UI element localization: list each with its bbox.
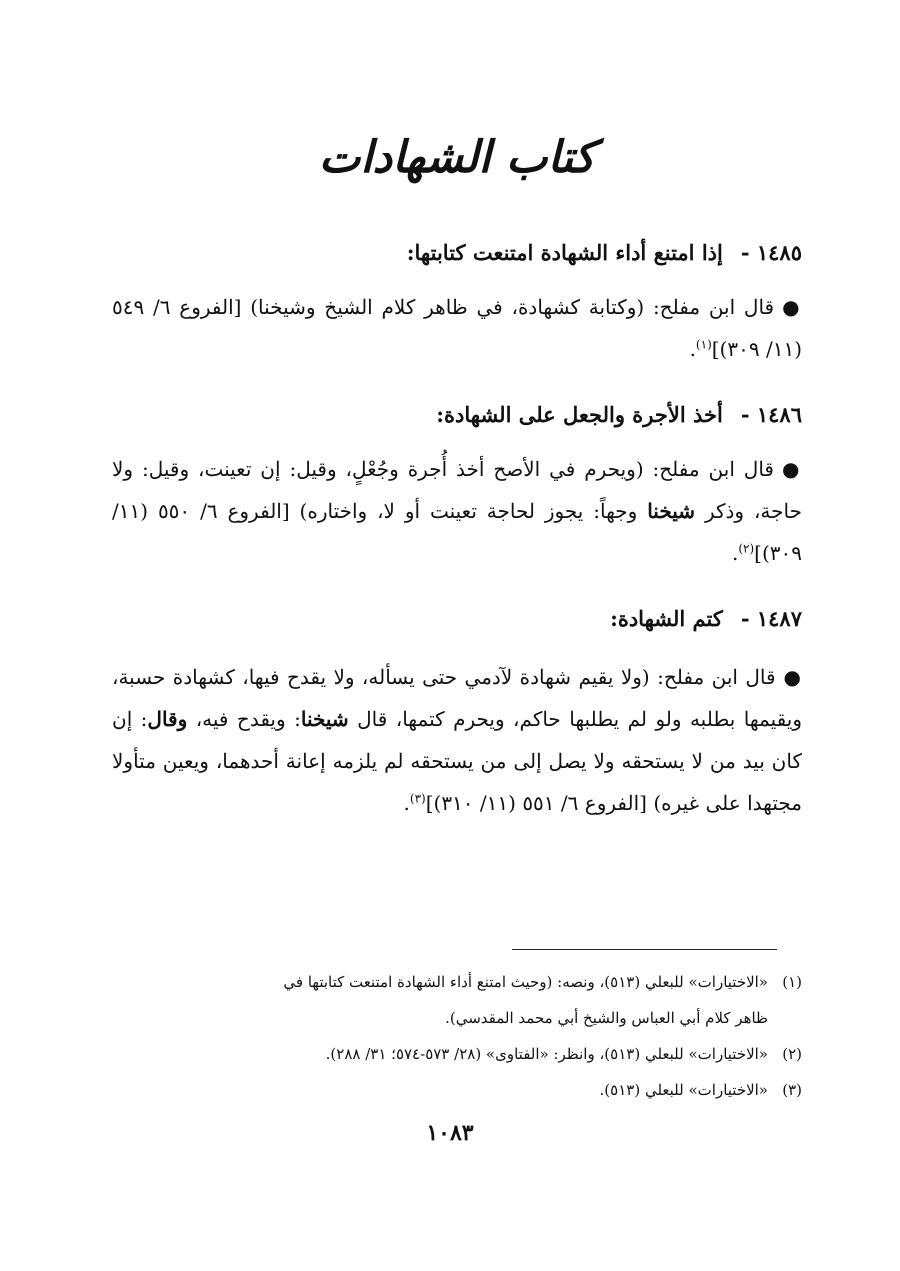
entry-text-end: . — [689, 337, 696, 361]
chapter-title: كتاب الشهادات — [318, 132, 596, 183]
footnote-item-continuation — [112, 1000, 802, 1036]
bullet-icon: ● — [782, 295, 802, 319]
entry-title: أخذ الأجرة والجعل على الشهادة: — [436, 402, 723, 427]
entry-heading-1487 — [112, 602, 802, 636]
entry-body-1485 — [112, 286, 802, 370]
footnote-text: «الاختيارات» للبعلي (٥١٣)، وانظر: «الفتاوى» (٢٨/ ٥٧٣-٥٧٤؛ ٣١/ ٢٨٨). — [325, 1045, 768, 1063]
entry-heading-1485 — [112, 236, 802, 270]
entry-title: إذا امتنع أداء الشهادة امتنعت كتابتها: — [406, 240, 723, 265]
footnote-ref[interactable]: (١) — [695, 337, 712, 352]
footnote-item — [112, 1072, 802, 1108]
entry-text-end: . — [403, 791, 410, 815]
entry-text: : ويقدح فيه، — [187, 707, 301, 731]
footnote-number: (٢) — [782, 1045, 802, 1063]
entry-number: ١٤٨٧ - — [740, 606, 802, 631]
entry-title: كتم الشهادة: — [610, 606, 723, 631]
entry-number: ١٤٨٥ - — [740, 240, 802, 265]
footnote-text: ظاهر كلام أبي العباس والشيخ أبي محمد المقدسي). — [445, 1009, 768, 1027]
footnote-item — [112, 964, 802, 1000]
footnote-item — [112, 1036, 802, 1072]
entry-text-end: . — [731, 541, 739, 565]
page-number: ١٠٨٣ — [426, 1120, 474, 1146]
footnote-ref[interactable]: (٣) — [409, 791, 426, 806]
entry-heading-1486 — [112, 398, 802, 432]
entry-text-bold: وقال — [147, 707, 188, 731]
entry-text-bold: شيخنا — [300, 707, 349, 731]
footnote-text: «الاختيارات» للبعلي (٥١٣)، ونصه: (وحيث امتنع أداء الشهادة امتنعت كتابتها في — [283, 973, 768, 991]
bullet-icon: ● — [782, 457, 803, 481]
entry-text: قال ابن مفلح: (وكتابة كشهادة، في ظاهر كلام الشيخ وشيخنا) [الفروع ٦/ ٥٤٩ (١١/ ٣٠٩)] — [112, 295, 802, 361]
footnote-number: (٣) — [782, 1081, 802, 1099]
entry-body-1486 — [112, 448, 802, 574]
footnote-number: (١) — [782, 973, 802, 991]
footnote-text: «الاختيارات» للبعلي (٥١٣). — [599, 1081, 768, 1099]
footnote-divider — [512, 949, 777, 950]
entry-number: ١٤٨٦ - — [740, 402, 802, 427]
bullet-icon: ● — [783, 665, 802, 689]
entry-text-bold: شيخنا — [647, 499, 696, 523]
entry-text: وجهاً: يجوز لحاجة تعينت أو لا، واختاره) [الفروع ٦/ ٥٥٠ (١١/ ٣٠٩)] — [112, 499, 802, 565]
entry-text: قال ابن مفلح: (ويحرم في الأصح أخذ أُجرة وجُعْلٍ، وقيل: إن تعينت، وقيل: ولا حاجة، وذكر — [112, 457, 802, 523]
entry-text: : إن كان بيد من لا يستحقه ولا يصل إلى من يستحقه لم يلزمه إعانة أحدهما، ويعين متأولا مجتهدا على غيره) [الفروع ٦/ ٥٥١ (١١/ ٣١٠)] — [112, 707, 802, 815]
footnotes-section — [112, 964, 802, 1108]
entry-body-1487 — [112, 656, 802, 824]
entry-text: قال ابن مفلح: (ولا يقيم شهادة لآدمي حتى يسأله، ولا يقدح فيها، كشهادة حسبة، ويقيمها بطلبه ولو لم يطلبها حاكم، ويحرم كتمها، قال — [112, 665, 802, 731]
footnote-ref[interactable]: (٢) — [738, 541, 755, 556]
